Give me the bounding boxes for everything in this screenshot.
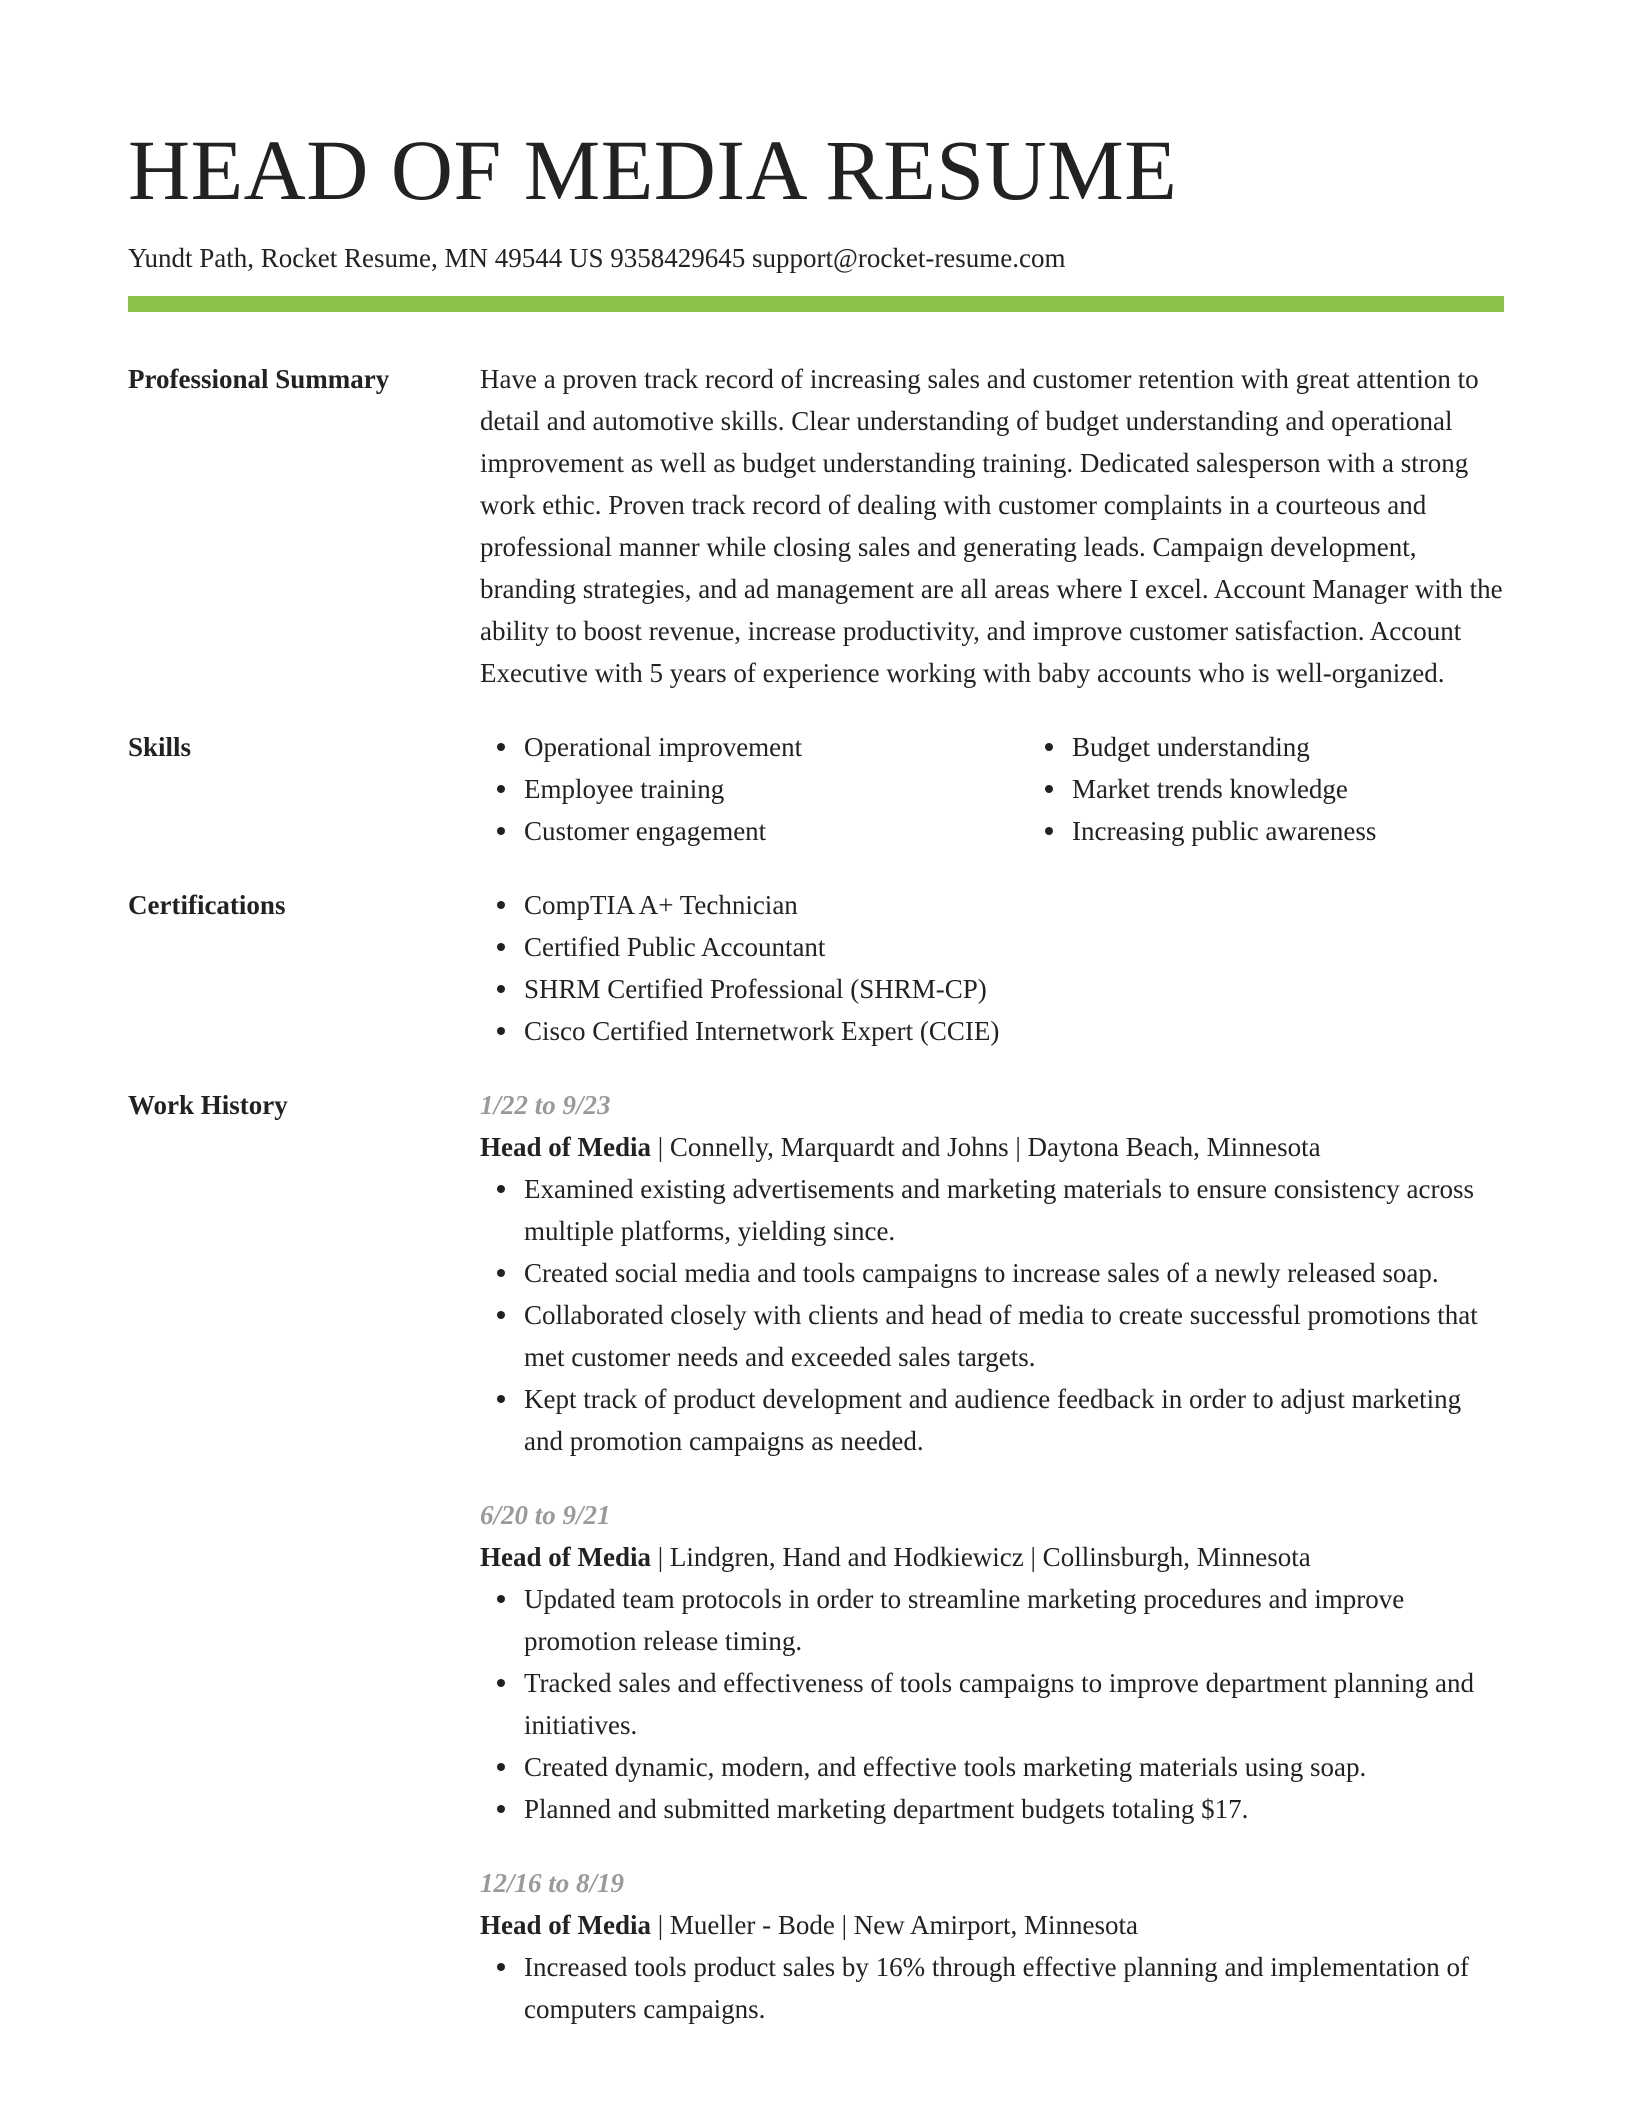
summary-section <box>128 358 1504 694</box>
skill-item: Budget understanding <box>1072 726 1576 768</box>
job-bullets <box>480 1946 1504 2030</box>
job-bullet: Updated team protocols in order to streamline marketing procedures and improve promotion release timing. <box>524 1578 1504 1662</box>
job-bullet: Collaborated closely with clients and head of media to create successful promotions that met customer needs and exceeded sales targets. <box>524 1294 1504 1378</box>
job-title-line <box>480 1126 1504 1168</box>
section-label-certifications: Certifications <box>128 890 286 920</box>
skill-item: Market trends knowledge <box>1072 768 1576 810</box>
job-bullet: Increased tools product sales by 16% through effective planning and implementation of computers campaigns. <box>524 1946 1504 2030</box>
section-label-skills: Skills <box>128 732 192 762</box>
job-bullets <box>480 1168 1504 1462</box>
certification-item: Cisco Certified Internetwork Expert (CCIE) <box>524 1010 1504 1052</box>
job-title: Head of Media <box>480 1542 651 1572</box>
section-label-summary: Professional Summary <box>128 364 390 394</box>
job-details: | Lindgren, Hand and Hodkiewicz | Collinsburgh, Minnesota <box>650 1542 1311 1572</box>
skills-section <box>128 726 1504 852</box>
contact-phone: 9358429645 <box>610 243 746 273</box>
work-history-body <box>480 1084 1504 2030</box>
job-bullet: Kept track of product development and audience feedback in order to adjust marketing and promotion campaigns as needed. <box>524 1378 1504 1462</box>
job-entry <box>480 1862 1504 2030</box>
skills-column-right <box>1028 726 1576 852</box>
job-bullet: Planned and submitted marketing department budgets totaling $17. <box>524 1788 1504 1830</box>
job-bullet: Examined existing advertisements and marketing materials to ensure consistency across multiple platforms, yielding since. <box>524 1168 1504 1252</box>
page-title: HEAD OF MEDIA RESUME <box>128 122 1178 218</box>
certifications-body <box>480 884 1504 1052</box>
header-divider <box>128 296 1504 312</box>
skill-item: Increasing public awareness <box>1072 810 1576 852</box>
job-details: | Mueller - Bode | New Amirport, Minnesota <box>650 1910 1138 1940</box>
contact-address: Yundt Path, Rocket Resume, MN 49544 US <box>128 243 604 273</box>
summary-body <box>480 358 1504 694</box>
skill-item: Employee training <box>524 768 1028 810</box>
certification-item: Certified Public Accountant <box>524 926 1504 968</box>
job-bullets <box>480 1578 1504 1830</box>
work-history-section <box>128 1084 1504 2030</box>
skill-item: Operational improvement <box>524 726 1028 768</box>
job-dates: 6/20 to 9/21 <box>480 1500 611 1530</box>
job-bullet: Tracked sales and effectiveness of tools campaigns to improve department planning and initiatives. <box>524 1662 1504 1746</box>
contact-email: support@rocket-resume.com <box>752 243 1066 273</box>
certifications-section <box>128 884 1504 1052</box>
skills-column-left <box>480 726 1028 852</box>
skills-grid <box>480 726 1576 852</box>
resume-page <box>128 0 1504 2030</box>
summary-text: Have a proven track record of increasing sales and customer retention with great attention to detail and automotive skills. Clear understanding of budget understanding and operational improvement as well as budget understanding training. Dedicated salesperson with a strong work ethic. Proven track record of dealing with customer complaints in a courteous and professional manner while closing sales and generating leads. Campaign development, branding strategies, and ad management are all areas where I excel. Account Manager with the ability to boost revenue, increase productivity, and improve customer satisfaction. Account Executive with 5 years of experience working with baby accounts who is well-organized. <box>480 364 1503 688</box>
job-bullet: Created social media and tools campaigns to increase sales of a newly released soap. <box>524 1252 1504 1294</box>
contact-line <box>128 240 1504 276</box>
section-label-work-history: Work History <box>128 1090 288 1120</box>
job-dates: 1/22 to 9/23 <box>480 1090 611 1120</box>
certification-item: CompTIA A+ Technician <box>524 884 1504 926</box>
job-details: | Connelly, Marquardt and Johns | Daytona Beach, Minnesota <box>650 1132 1321 1162</box>
job-title: Head of Media <box>480 1910 651 1940</box>
skill-item: Customer engagement <box>524 810 1028 852</box>
skills-body <box>480 726 1576 852</box>
job-title-line <box>480 1904 1504 1946</box>
job-title-line <box>480 1536 1504 1578</box>
resume-body <box>128 358 1504 2030</box>
certification-item: SHRM Certified Professional (SHRM-CP) <box>524 968 1504 1010</box>
job-entry <box>480 1494 1504 1830</box>
certifications-list <box>480 884 1504 1052</box>
job-entry <box>480 1084 1504 1462</box>
job-dates: 12/16 to 8/19 <box>480 1868 625 1898</box>
job-bullet: Created dynamic, modern, and effective tools marketing materials using soap. <box>524 1746 1504 1788</box>
job-title: Head of Media <box>480 1132 651 1162</box>
